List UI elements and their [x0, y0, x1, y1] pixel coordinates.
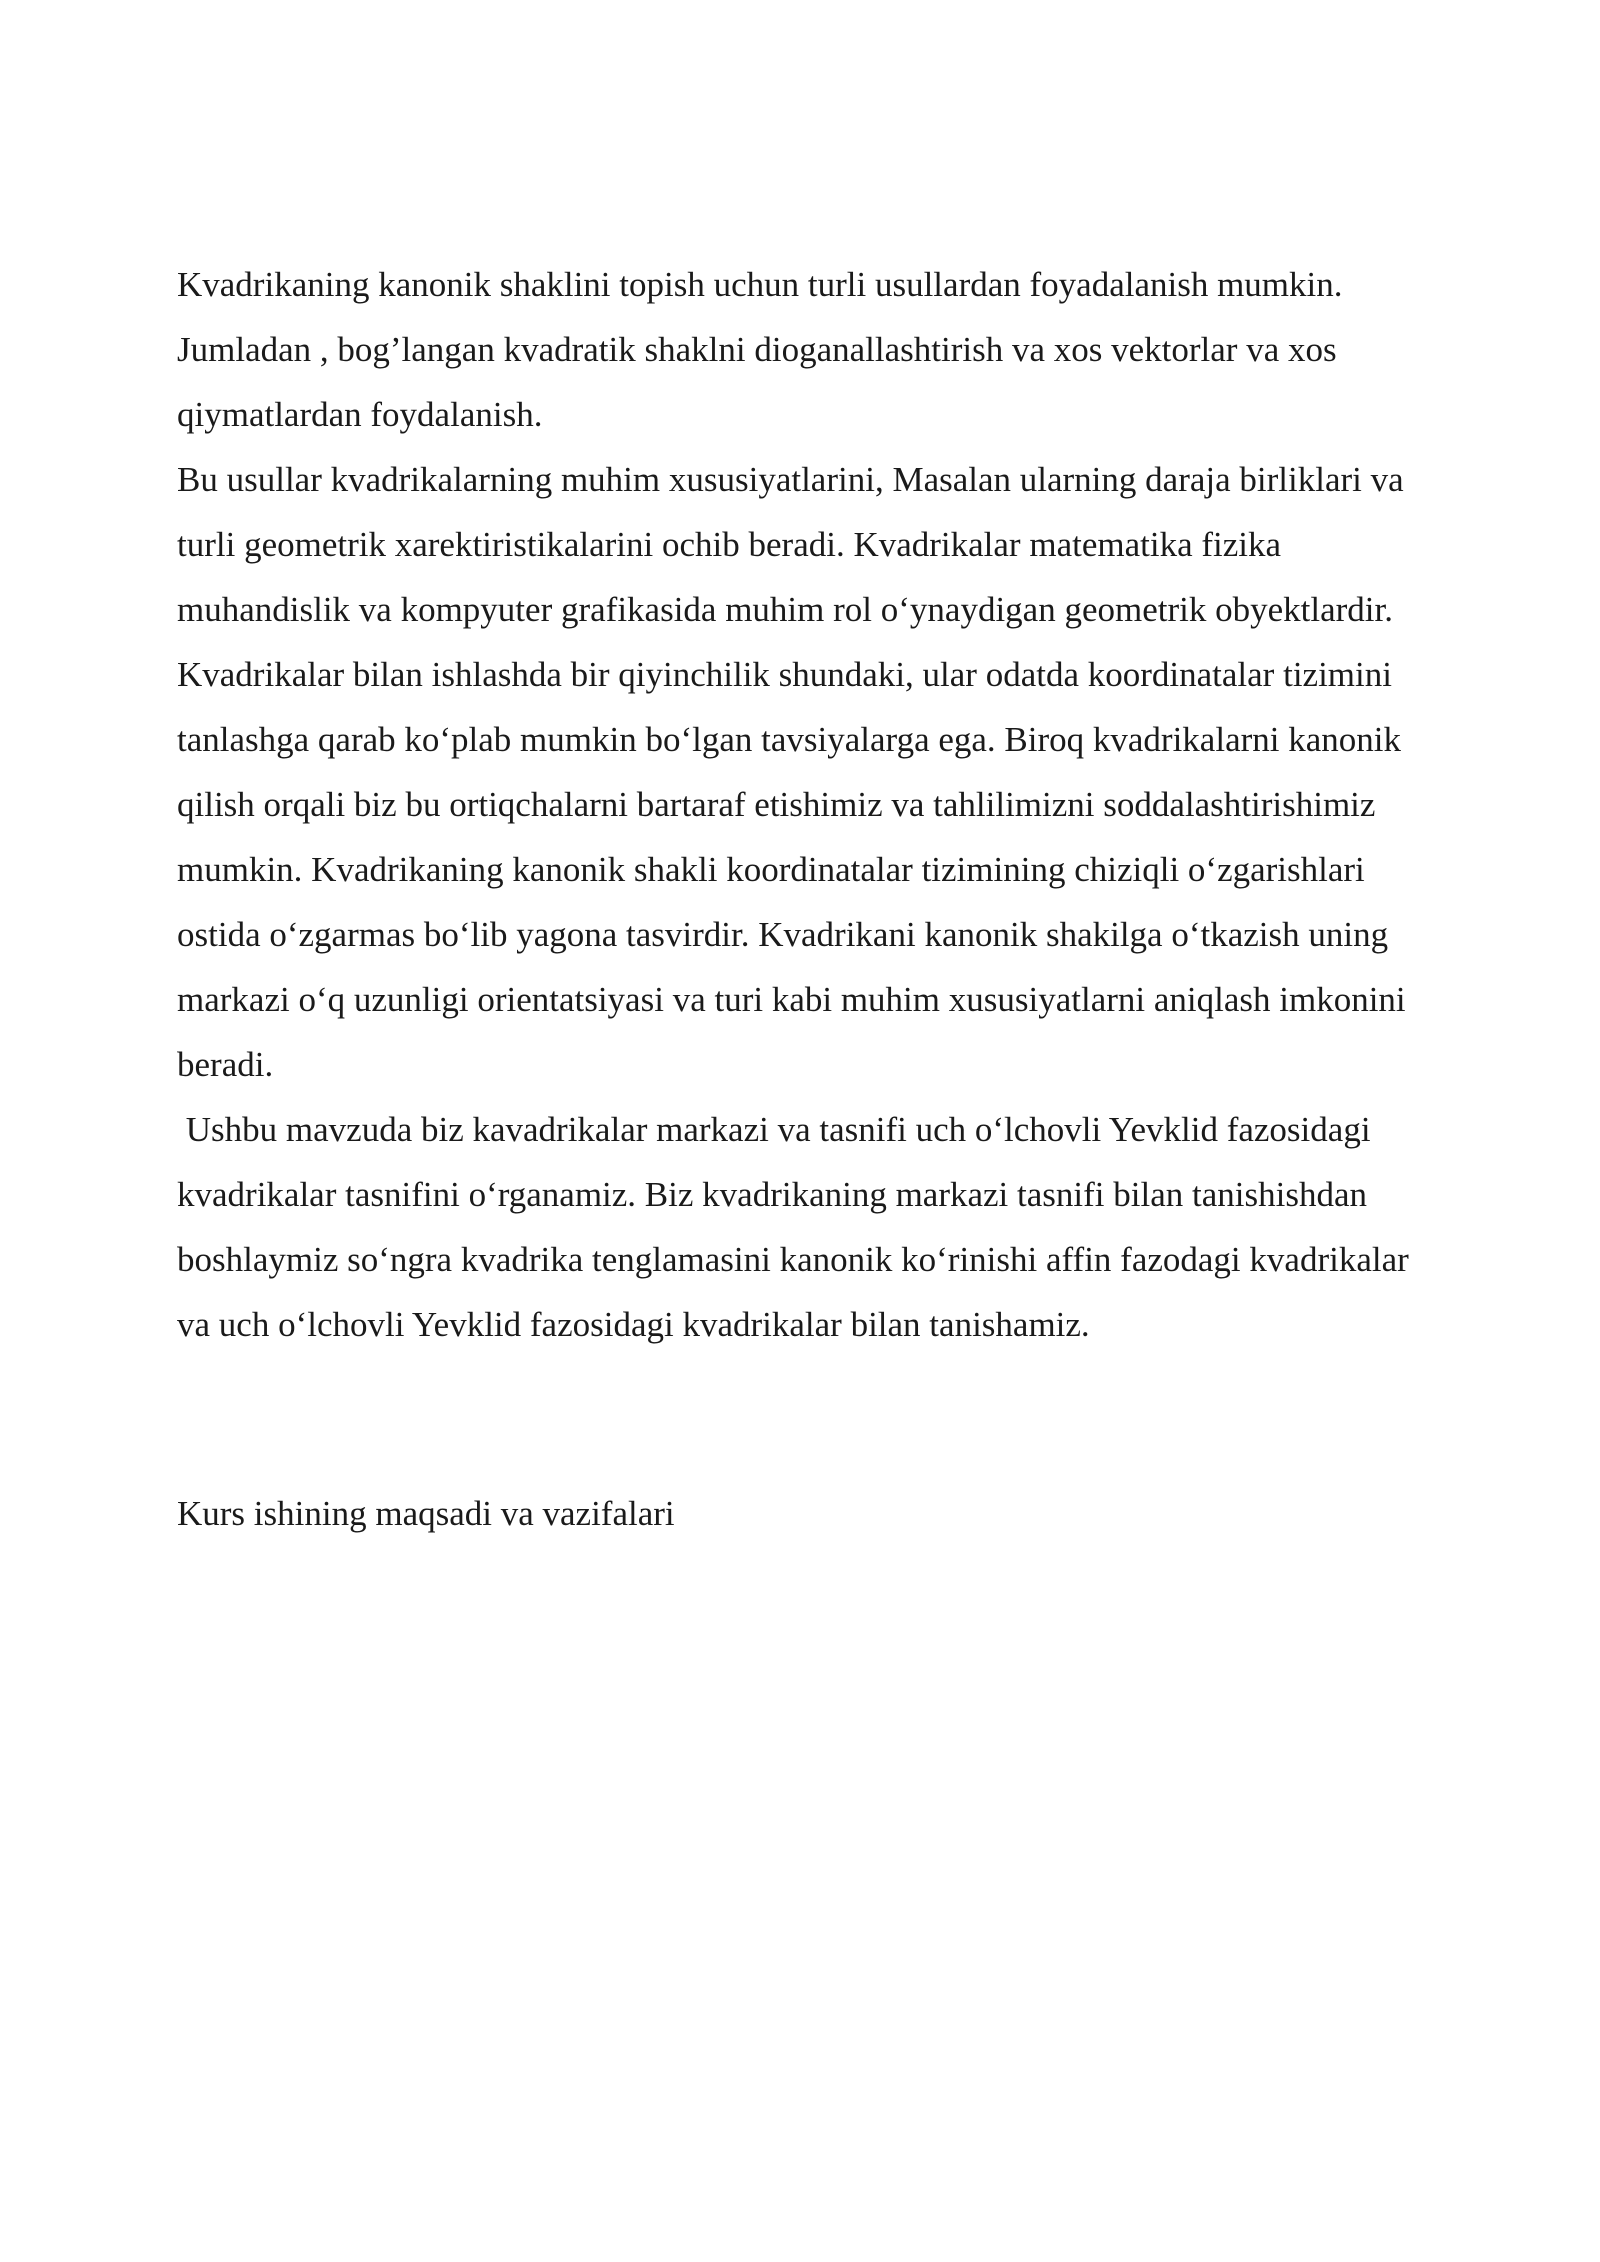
body-text	[177, 252, 1517, 1357]
text-line: kvadrikalar tasnifini o‘rganamiz. Biz kvadrikaning markazi tasnifi bilan tanishishdan	[177, 1175, 1367, 1214]
text-line: ostida o‘zgarmas bo‘lib yagona tasvirdir. Kvadrikani kanonik shakilga o‘tkazish uning	[177, 915, 1389, 954]
text-line: Bu usullar kvadrikalarning muhim xususiyatlarini, Masalan ularning daraja birliklari va	[177, 460, 1404, 499]
text-line: muhandislik va kompyuter grafikasida muhim rol o‘ynaydigan geometrik obyektlardir.	[177, 590, 1393, 629]
text-line: va uch o‘lchovli Yevklid fazosidagi kvadrikalar bilan tanishamiz.	[177, 1305, 1090, 1344]
text-line: Ushbu mavzuda biz kavadrikalar markazi va tasnifi uch o‘lchovli Yevklid fazosidagi	[177, 1110, 1371, 1149]
text-line: qiymatlardan foydalanish.	[177, 395, 543, 434]
text-line: Jumladan , bog’langan kvadratik shaklni dioganallashtirish va xos vektorlar va xos	[177, 330, 1337, 369]
text-line: markazi o‘q uzunligi orientatsiyasi va turi kabi muhim xususiyatlarni aniqlash imkonini	[177, 980, 1406, 1019]
text-line: beradi.	[177, 1045, 274, 1084]
text-line: mumkin. Kvadrikaning kanonik shakli koordinatalar tizimining chiziqli o‘zgarishlari	[177, 850, 1365, 889]
text-line: Kvadrikaning kanonik shaklini topish uchun turli usullardan foyadalanish mumkin.	[177, 265, 1343, 304]
text-line: boshlaymiz so‘ngra kvadrika tenglamasini kanonik ko‘rinishi affin fazodagi kvadrikalar	[177, 1240, 1409, 1279]
section-heading: Kurs ishining maqsadi va vazifalari	[177, 1494, 675, 1533]
text-line: Kvadrikalar bilan ishlashda bir qiyinchilik shundaki, ular odatda koordinatalar tizimini	[177, 655, 1392, 694]
text-line: qilish orqali biz bu ortiqchalarni bartaraf etishimiz va tahlilimizni soddalashtirishimiz	[177, 785, 1376, 824]
text-line: tanlashga qarab ko‘plab mumkin bo‘lgan tavsiyalarga ega. Biroq kvadrikalarni kanonik	[177, 720, 1401, 759]
text-line: turli geometrik xarektiristikalarini ochib beradi. Kvadrikalar matematika fizika	[177, 525, 1282, 564]
